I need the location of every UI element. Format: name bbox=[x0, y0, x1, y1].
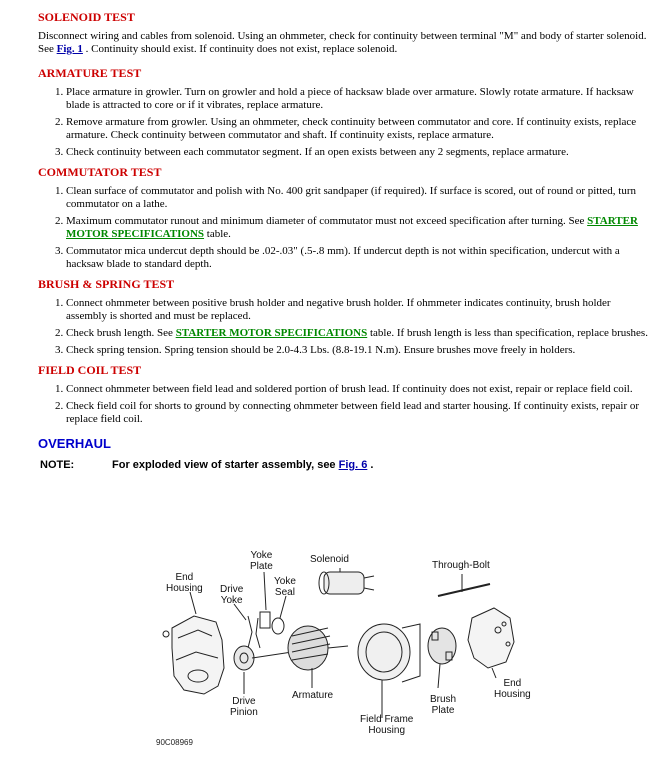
drive-yoke-label: Drive Yoke bbox=[220, 584, 244, 606]
solenoid-test-text: Disconnect wiring and cables from solenoid. Using an ohmmeter, check for continuity between terminal "M" and body of starter solenoid. See Fig. 1 . Continuity should exist. If continuity does not exist, replace solenoid. bbox=[38, 30, 647, 55]
field-coil-test-heading: FIELD COIL TEST bbox=[38, 363, 142, 377]
note-row bbox=[40, 459, 650, 472]
list-item: 2. Check field coil for shorts to ground by connecting ohmmeter between field lead and starter housing. If continuity exists, repair or replace field coil. bbox=[66, 400, 650, 426]
drive-pinion-label: Drive Pinion bbox=[230, 696, 258, 718]
field-coil-test-list bbox=[38, 383, 650, 426]
list-item: 1. Clean surface of commutator and polish with No. 400 grit sandpaper (if required). If surface is scored, out of round or pitted, turn commutator on a lathe. bbox=[66, 185, 650, 211]
list-item: 3. Commutator mica undercut depth should be .02-.03" (.5-.8 mm). If undercut depth is not within specification, undercut with a hacksaw blade to standard depth. bbox=[66, 245, 650, 271]
armature-label: Armature bbox=[292, 690, 334, 701]
starter-exploded-view-diagram bbox=[152, 548, 531, 748]
yoke-plate-label: Yoke Plate bbox=[250, 550, 273, 572]
document-page bbox=[38, 10, 650, 472]
armature-test-heading: ARMATURE TEST bbox=[38, 66, 142, 80]
list-item: 1. Connect ohmmeter between positive brush holder and negative brush holder. If ohmmeter indicates continuity, brush holder assembly is shorted and must be replaced. bbox=[66, 297, 650, 323]
note-text: For exploded view of starter assembly, see Fig. 6 . bbox=[112, 459, 374, 471]
fig-6-link[interactable]: Fig. 6 bbox=[338, 459, 368, 471]
commutator-test-list bbox=[38, 185, 650, 271]
overhaul-heading: OVERHAUL bbox=[38, 436, 111, 451]
note-label: NOTE: bbox=[40, 459, 75, 471]
commutator-test-heading: COMMUTATOR TEST bbox=[38, 165, 162, 179]
fig-1-link[interactable]: Fig. 1 bbox=[56, 43, 83, 55]
starter-motor-specifications-link[interactable]: STARTER MOTOR SPECIFICATIONS bbox=[66, 215, 638, 240]
list-item: 2. Maximum commutator runout and minimum diameter of commutator must not exceed specification after turning. See STARTER MOTOR SPECIFICATIONS table. bbox=[66, 215, 650, 241]
brush-spring-test-list bbox=[38, 297, 650, 357]
list-item: 3. Check continuity between each commutator segment. If an open exists between any 2 segments, replace armature. bbox=[66, 146, 650, 159]
starter-exploded-view-drawing bbox=[152, 548, 528, 748]
brush-plate-label: Brush Plate bbox=[430, 694, 457, 716]
brush-spring-test-heading: BRUSH & SPRING TEST bbox=[38, 277, 175, 291]
figure-code: 90C08969 bbox=[156, 738, 193, 747]
starter-motor-specifications-link[interactable]: STARTER MOTOR SPECIFICATIONS bbox=[175, 327, 368, 339]
yoke-seal-label: Yoke Seal bbox=[274, 576, 296, 598]
end-housing-left-label: End Housing bbox=[166, 572, 203, 594]
end-housing-right-label: End Housing bbox=[494, 678, 531, 700]
list-item: 3. Check spring tension. Spring tension should be 2.0-4.3 Lbs. (8.8-19.1 N.m). Ensure brushes move freely in holders. bbox=[66, 344, 650, 357]
list-item: 1. Place armature in growler. Turn on growler and hold a piece of hacksaw blade over armature. Slowly rotate armature. If hacksaw blade is attracted to core or if it vibrates, replace armature. bbox=[66, 86, 650, 112]
list-item: 2. Remove armature from growler. Using an ohmmeter, check continuity between commutator and core. If continuity exists, replace armature. Check continuity between commutator and shaft. If continuity exists, replace armature. bbox=[66, 116, 650, 142]
field-frame-housing-label: Field Frame Housing bbox=[360, 714, 414, 736]
armature-test-list bbox=[38, 86, 650, 159]
list-item: 1. Connect ohmmeter between field lead and soldered portion of brush lead. If continuity does not exist, repair or replace field coil. bbox=[66, 383, 650, 396]
solenoid-test-heading: SOLENOID TEST bbox=[38, 10, 135, 24]
list-item: 2. Check brush length. See STARTER MOTOR SPECIFICATIONS table. If brush length is less than specification, replace brushes. bbox=[66, 327, 650, 340]
through-bolt-label: Through-Bolt bbox=[432, 560, 490, 571]
solenoid-label: Solenoid bbox=[310, 554, 349, 565]
